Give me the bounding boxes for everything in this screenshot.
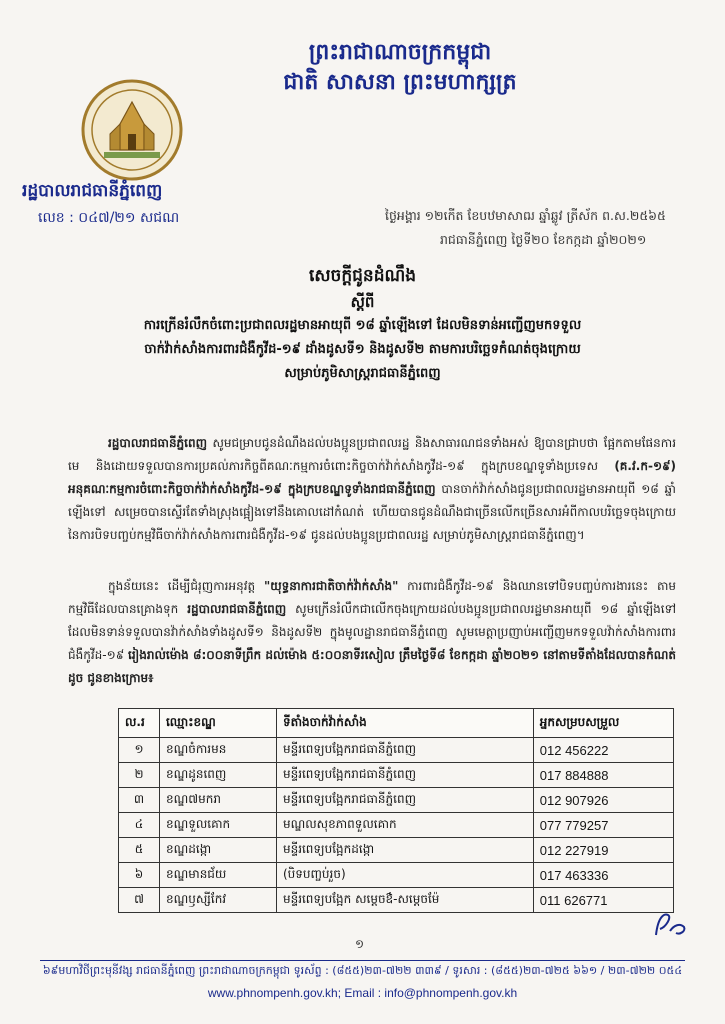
coordinator-phone: 017 884888 (533, 763, 673, 788)
p1-text-a: សូមជម្រាបជូនដំណឹងដល់បងប្អូនប្រជាពលរដ្ឋ និងសាធារណជនទាំងអស់ ឱ្យបានជ្រាបថា ផ្អែកតាមផែនការមេ និងដោយទទួលបានការប្រគល់ភារកិច្ចពីគណៈកម្មការចំពោះកិច្ចចាក់វ៉ាក់សាំងកូវីដ-១៩ ក្នុងក្របខណ្ឌទូទាំងប្រទេស (68, 436, 676, 473)
col-header-number: ល.រ (119, 709, 160, 738)
p1-lead: រដ្ឋបាលរាជធានីភ្នំពេញ (108, 436, 208, 450)
subject-line-3: សម្រាប់ភូមិសាស្ត្ររាជធានីភ្នំពេញ (284, 366, 441, 381)
page-number: ១ (355, 937, 365, 951)
vaccination-site: មន្ទីរពេទ្យបង្អែក សម្ដេចឳ-សម្ដេចម៉ែ (276, 888, 533, 913)
district-name: ខណ្ឌឫស្សីកែវ (160, 888, 277, 913)
subject-line-2: ចាក់វ៉ាក់សាំងការពារជំងឺកូវីដ-១៩ ដាំងដូសទី១ និងដូសទី២ តាមការបរិច្ឆេទកំណត់ចុងក្រោយ (144, 342, 581, 357)
kingdom-header (250, 38, 550, 98)
row-number: ៥ (119, 838, 160, 863)
p2-text-c: ការពារជំងឺកូវីដ-១៩ និងឈានទៅបិទបញ្ចប់ការងារនេះ តាមកម្មវិធីដែលបានគ្រោងទុក (68, 579, 677, 616)
subject-line-1: ការក្រើនរំលឹកចំពោះប្រជាពលរដ្ឋមានអាយុពី ១៨ ឆ្នាំឡើងទៅ ដែលមិនទាន់អញ្ជើញមកទទួល (143, 318, 582, 333)
kingdom-name: ព្រះរាជាណាចក្រកម្ពុជា (308, 40, 492, 65)
col-header-district: ឈ្មោះខណ្ឌ (160, 709, 277, 738)
p1-text-b: (គ.វ.ក-១៩) អនុគណៈកម្មការចំពោះកិច្ចចាក់វ៉ាក់សាំងកូវីដ-១៩ ក្នុងក្របខណ្ឌទូទាំងរាជធានីភ្នំពេញ (68, 459, 676, 496)
coordinator-phone: 012 456222 (533, 738, 673, 763)
col-header-site: ទីតាំងចាក់វ៉ាក់សាំង (276, 709, 533, 738)
coordinator-phone: 012 227919 (533, 838, 673, 863)
table-row (119, 763, 674, 788)
initial-signature-icon (650, 905, 690, 945)
national-motto: ជាតិ សាសនា ព្រះមហាក្សត្រ (283, 70, 517, 95)
p2-issuer: រដ្ឋបាលរាជធានីភ្នំពេញ (187, 602, 287, 616)
row-number: ៧ (119, 888, 160, 913)
coordinator-phone: 012 907926 (533, 788, 673, 813)
footer-address: ៦៩មហាវិថីព្រះមុនីវង្ស រាជធានីភ្នំពេញ ព្រះរាជាណាចក្រកម្ពុជា ទូរស័ព្ទ : (៨៥៥)២៣-៧២២ ៣៣៩ / ទូរសារ : (៨៥៥)២៣-៧២៥ ៦៦១ / ២៣-៧២២ ០៥៤ (42, 964, 683, 977)
row-number: ១ (119, 738, 160, 763)
vaccination-site: មន្ទីរពេទ្យបង្អែករាជធានីភ្នំពេញ (276, 788, 533, 813)
district-name: ខណ្ឌ៧មករា (160, 788, 277, 813)
p2-text-e: សូមក្រើនរំលឹកជាលើកចុងក្រោយដល់បងប្អូនប្រជាពលរដ្ឋមានអាយុពី ១៨ ឆ្នាំឡើងទៅ ដែលមិនទាន់ទទួលបានវ៉ាក់សាំងទាំងដូសទី១ និងដូសទី២ ក្នុងមូលដ្ឋានរាជធានីភ្នំពេញ សូមមេត្តាប្រញាប់អញ្ជើញមកទទួលវ៉ាក់សាំងការពារជំងឺកូវីដ-១៩ (68, 602, 676, 662)
district-name: ខណ្ឌទួលគោក (160, 813, 277, 838)
lunar-date: ថ្ងៃអង្គារ ១២កើត ខែបឋមាសាឍ ឆ្នាំឆ្លូវ ត្រីស័ក ព.ស.២៥៦៥ (385, 208, 666, 223)
table-header-row (119, 709, 674, 738)
coordinator-phone: 017 463336 (533, 863, 673, 888)
row-number: ៦ (119, 863, 160, 888)
col-header-coordinator: អ្នកសម្របសម្រួល (533, 709, 673, 738)
footer-web-contact[interactable]: www.phnompenh.gov.kh; Email : info@phnompenh.gov.kh (207, 986, 518, 1000)
vaccination-site: មន្ទីរពេទ្យបង្អែកដង្កោ (276, 838, 533, 863)
footer-divider (40, 960, 685, 961)
vaccination-site: មន្ទីរពេទ្យបង្អែករាជធានីភ្នំពេញ (276, 763, 533, 788)
paragraph-2 (68, 575, 676, 690)
table-row (119, 863, 674, 888)
table-row (119, 788, 674, 813)
vaccination-site: (បិទបញ្ចប់រួច) (276, 863, 533, 888)
solar-date: រាជធានីភ្នំពេញ ថ្ងៃទី២០ ខែកក្កដា ឆ្នាំ២០២១ (440, 232, 647, 247)
document-about: ស្ដីពី (350, 293, 375, 311)
table-row (119, 838, 674, 863)
coordinator-phone: 077 779257 (533, 813, 673, 838)
vaccination-site: មណ្ឌលសុខភាពទួលគោក (276, 813, 533, 838)
table-row (119, 738, 674, 763)
issuer-name: រដ្ឋបាលរាជធានីភ្នំពេញ (22, 181, 163, 201)
vaccination-site: មន្ទីរពេទ្យបង្អែករាជធានីភ្នំពេញ (276, 738, 533, 763)
row-number: ២ (119, 763, 160, 788)
vaccination-sites-table (118, 708, 674, 913)
p2-text-a: ក្នុងន័យនេះ ដើម្បីជំរុញការអនុវត្ត (108, 579, 264, 593)
table-row (119, 813, 674, 838)
p1-text-c: បានចាក់វ៉ាក់សាំងជូនប្រជាពលរដ្ឋមានអាយុពី ១៨ ឆ្នាំឡើងទៅ សម្រេចបានស្ទើរតែទាំងស្រុងផ្អៀងទៅនឹងគោលដៅកំណត់ ហើយបានជូនដំណឹងជាច្រើនលើកច្រើនសារអំពីកាលបរិច្ឆេទចុងក្រោយ នៃការបិទបញ្ចប់កម្មវិធីចាក់វ៉ាក់សាំងការពារជំងឺកូវីដ-១៩ ជូនដល់បងប្អូនប្រជាពលរដ្ឋ សម្រាប់ភូមិសាស្ត្ររាជធានីភ្នំពេញ។ (68, 482, 676, 542)
municipal-seal-icon (80, 78, 184, 182)
district-name: ខណ្ឌដង្កោ (160, 838, 277, 863)
reference-number: លេខ : ០៤៧/២១ សជណ (38, 210, 180, 226)
district-name: ខណ្ឌដូនពេញ (160, 763, 277, 788)
document-type: សេចក្ដីជូនដំណឹង (308, 266, 417, 286)
title-block (60, 262, 665, 386)
paragraph-1 (68, 432, 676, 547)
row-number: ៤ (119, 813, 160, 838)
p2-schedule: រៀងរាល់ម៉ោង ៨:០០នាទីព្រឹក ដល់ម៉ោង ៥:០០នាទីរសៀល ត្រឹមថ្ងៃទី៨ ខែកក្កដា ឆ្នាំ២០២១ នៅតាមទីតាំងដែលបានកំណត់ដូច ជូនខាងក្រោម៖ (68, 648, 677, 685)
row-number: ៣ (119, 788, 160, 813)
district-name: ខណ្ឌមានជ័យ (160, 863, 277, 888)
district-name: ខណ្ឌចំការមន (160, 738, 277, 763)
table-row (119, 888, 674, 913)
p2-campaign: "យុទ្ធនាការជាតិចាក់វ៉ាក់សាំង" (263, 579, 399, 593)
coordinator-phone: 011 626771 (533, 888, 673, 913)
